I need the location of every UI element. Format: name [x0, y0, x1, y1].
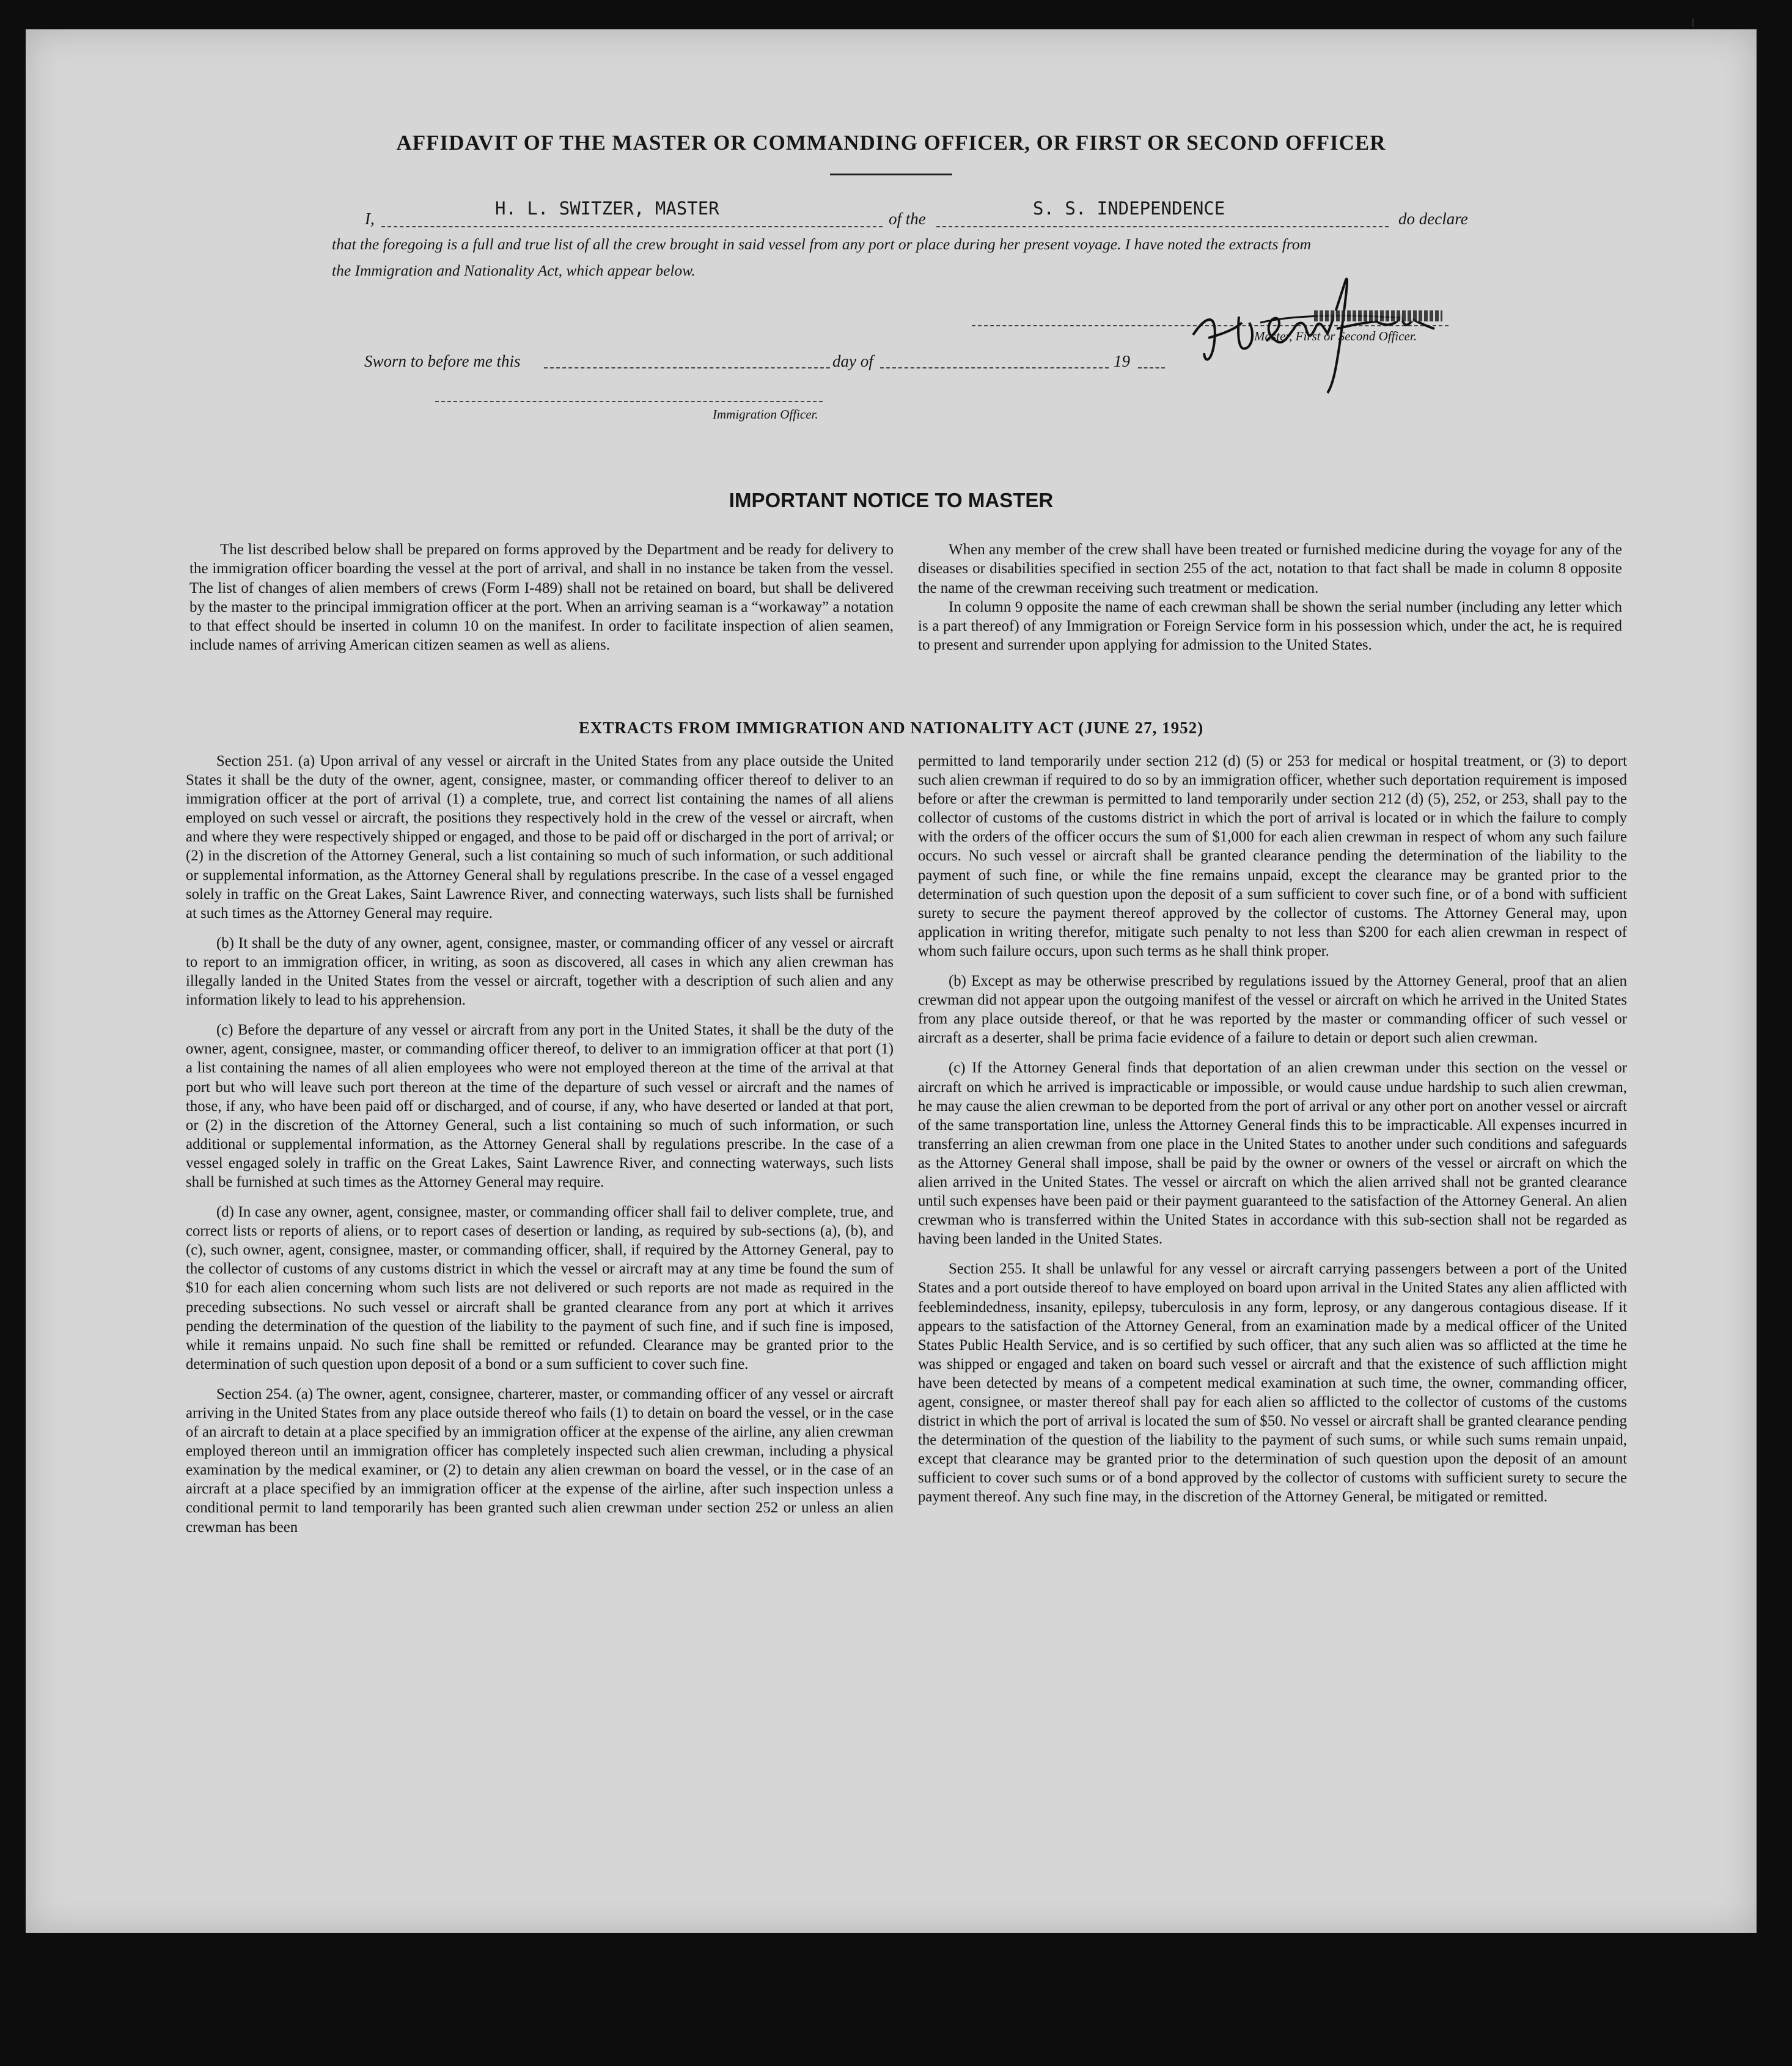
document-page [26, 29, 1757, 1933]
year-label: 19 [1114, 352, 1130, 370]
edge-mark [1692, 18, 1694, 27]
of-the-label: of the [889, 210, 926, 228]
sworn-month-line [880, 367, 1109, 368]
title-rule [830, 174, 952, 175]
signature-caption: Master, First or Second Officer. [1254, 329, 1417, 343]
section-251-c: (c) Before the departure of any vessel or aircraft from any port in the United States, it shall be the duty of the owner, agent, consignee, master, or commanding officer thereof, to deliver to an immigration officer at that port (1) a list containing the names of all alien employees who were not employed thereon at the time of the arrival at that port but who will leave such port thereon at the time of the departure of such vessel or aircraft and the names of those, if any, who have been paid off or discharged, and of course, if any, who have deserted or landed at that port, or (2) in the discretion of the Attorney General, such a list containing so much of such information, or such additional or supplemental information, as the Attorney General shall by regulations prescribe. In the case of a vessel engaged solely in traffic on the Great Lakes, Saint Lawrence River, and connecting waterways, such lists shall be furnished at such times as the Attorney General may require. [186, 1022, 894, 1190]
extracts-right-column [918, 752, 1627, 1518]
affidavit-title: AFFIDAVIT OF THE MASTER OR COMMANDING OFFICER, OR FIRST OR SECOND OFFICER [396, 131, 1386, 155]
section-251-b: (b) It shall be the duty of any owner, agent, consignee, master, or commanding officer of any vessel or aircraft to report to an immigration officer, in writing, as soon as discovered, all cases in which any alien crewman has illegally landed in the United States from the vessel or aircraft, together with a description of such alien and any information likely to lead to his apprehension. [186, 934, 894, 1009]
vessel-line [936, 226, 1389, 227]
vessel-name-field: S. S. INDEPENDENCE [1033, 198, 1225, 219]
do-declare-label: do declare [1398, 210, 1468, 228]
section-254-b: (b) Except as may be otherwise prescribed by regulations issued by the Attorney General, proof that an alien crewman did not appear upon the outgoing manifest of the vessel or aircraft on which he arrived in the United States from any place outside thereof, or that he was reported by the master or commanding officer of such vessel or aircraft as a deserter, shall be prima facie evidence of a failure to detain or deport such alien crewman. [918, 973, 1627, 1047]
name-line [381, 226, 883, 227]
notice-right-column [918, 540, 1622, 655]
sworn-day-line [544, 367, 830, 368]
immigration-officer-caption: Immigration Officer. [713, 407, 818, 422]
i-label: I, [365, 210, 375, 228]
section-255: Section 255. It shall be unlawful for any vessel or aircraft carrying passengers between a port of the United States and a port outside thereof to have employed on board upon arrival in the United States any alien afflicted with feeblemindedness, insanity, epilepsy, tuberculosis in any form, leprosy, or any dangerous contagious disease. If it appears to the satisfaction of the Attorney General, from an examination made by a medical officer of the United States Public Health Service, and is so certified by such officer, that any such alien was so afflicted at the time he was shipped or engaged and taken on board such vessel or aircraft and that the existence of such affliction might have been detected by means of a competent medical examination at such time, the owner, commanding officer, agent, consignee, or master thereof shall pay for each alien so afflicted to the collector of customs of the customs district in which the port of arrival is located the sum of $50. No vessel or aircraft shall be granted clearance pending the determination of the question of the liability to the payment of such sums, or while such sums remain unpaid, except that clearance may be granted prior to the determination of such question upon the deposit of an amount sufficient to cover such sums or of a bond approved by the collector of customs with sufficient surety to secure the payment thereof. Any such fine may, in the discretion of the Attorney General, be mitigated or remitted. [918, 1261, 1627, 1506]
section-254-c: (c) If the Attorney General finds that deportation of an alien crewman under this section on the vessel or aircraft on which he arrived is impracticable or impossible, or would cause undue hardship to such alien crewman, he may cause the alien crewman to be deported from the port of arrival or any other port on another vessel or aircraft of the same transportation line, unless the Attorney General finds this to be impracticable. All expenses incurred in transferring an alien crewman from one place in the United States to another under such conditions and safeguards as the Attorney General shall impose, shall be paid by the owner or owners of the vessel or aircraft on which the alien arrived in the United States. The vessel or aircraft on which the alien arrived shall not be granted clearance until such expenses have been paid or their payment guaranteed to the satisfaction of the Attorney General. An alien crewman who is transferred within the United States in accordance with this sub-section shall not be regarded as having been landed in the United States. [918, 1060, 1627, 1248]
declaration-line-2: the Immigration and Nationality Act, which appear below. [332, 262, 696, 279]
notice-right-paragraph-2: In column 9 opposite the name of each crewman shall be shown the serial number (including any letter which is a part thereof) of any Immigration or Foreign Service form in his possession which, under the act, he is required to present and surrender upon applying for admission to the United States. [918, 598, 1622, 654]
sworn-label: Sworn to before me this [364, 352, 521, 370]
overstrike-marks [1314, 310, 1442, 321]
day-of-label: day of [832, 352, 873, 370]
master-name-field: H. L. SWITZER, MASTER [495, 198, 719, 219]
section-254-a-continued: permitted to land temporarily under section 212 (d) (5) or 253 for medical or hospital treatment, or (3) to deport such alien crewman if required to do so by an immigration officer, whether such deportation requirement is imposed before or after the crewman is permitted to land temporarily under section 212 (d) (5), 252, or 253, shall pay to the collector of customs of the customs district in which the port of arrival is located or in which the failure to comply with the orders of the officer occurs the sum of $1,000 for each alien crewman in respect of whom any such failure occurs. No such vessel or aircraft shall be granted clearance pending the determination of the liability to the payment of such fine, or while the fine remains unpaid, except the clearance may be granted prior to the determination of such question upon the deposit of a sum sufficient to cover such fine, or of a bond with sufficient surety to secure the payment thereof approved by the collector of customs. The Attorney General may, upon application in writing therefor, mitigate such penalty to not less than $200 for each alien crewman in respect of whom such failure occurs, upon such terms as he shall think proper. [918, 753, 1627, 959]
notice-left-column [189, 540, 894, 655]
extracts-title: EXTRACTS FROM IMMIGRATION AND NATIONALITY ACT (JUNE 27, 1952) [578, 719, 1204, 737]
declaration-line-1: that the foregoing is a full and true list of all the crew brought in said vessel from any port or place during her present voyage. I have noted the extracts from [332, 235, 1312, 253]
notice-title: IMPORTANT NOTICE TO MASTER [729, 489, 1054, 511]
section-251-a: Section 251. (a) Upon arrival of any vessel or aircraft in the United States from any place outside the United States it shall be the duty of the owner, agent, consignee, master, or commanding officer thereof to deliver to an immigration officer at the port of arrival (1) a complete, true, and correct list containing the names of all aliens employed on such vessel or aircraft, the positions they respectively hold in the crew of the vessel or aircraft, when and where they were respectively shipped or engaged, and those to be paid off or discharged in the port of arrival; or (2) in the discretion of the Attorney General, such a list containing so much of such information, or such additional or supplemental information, as the Attorney General shall by regulations prescribe. In the case of a vessel engaged solely in traffic on the Great Lakes, Saint Lawrence River, and connecting waterways, such lists shall be furnished at such times as the Attorney General may require. [186, 753, 894, 921]
extracts-left-column [186, 752, 894, 1548]
notice-left-paragraph: The list described below shall be prepared on forms approved by the Department and be ready for delivery to the immigration officer boarding the vessel at the port of arrival, and shall in no instance be taken from the vessel. The list of changes of alien members of crews (Form I-489) shall not be retained on board, but shall be delivered by the master to the principal immigration officer at the port. When an arriving seaman is a “workaway” a notation to that effect should be inserted in column 10 on the manifest. In order to facilitate inspection of alien seamen, include names of arriving American citizen seamen as well as aliens. [189, 541, 894, 654]
section-251-d: (d) In case any owner, agent, consignee, master, or commanding officer shall fail to deliver complete, true, and correct lists or reports of aliens, or to report cases of desertion or landing, as required by sub-sections (a), (b), and (c), such owner, agent, consignee, master, or commanding officer, shall, if required by the Attorney General, pay to the collector of customs of any customs district in which the vessel or aircraft may at any time be found the sum of $10 for each alien concerning whom such lists are not delivered or such reports are not made as required in the preceding subsections. No such vessel or aircraft shall be granted clearance from any port at which it arrives pending the determination of the question of the liability to the payment of such fine, and if such fine is imposed, while it remains unpaid. No such fine shall be remitted or refunded. Clearance may be granted prior to the determination of such question upon deposit of a bond or a sum sufficient to cover such fine. [186, 1204, 894, 1372]
notice-right-paragraph-1: When any member of the crew shall have been treated or furnished medicine during the voyage for any of the diseases or disabilities specified in section 255 of the act, notation to that fact shall be made in column 8 opposite the name of the crewman receiving such treatment or medication. [918, 541, 1622, 596]
immigration-officer-line [435, 401, 823, 402]
year-line [1138, 367, 1165, 368]
section-254-a: Section 254. (a) The owner, agent, consignee, charterer, master, or commanding officer of any vessel or aircraft arriving in the United States from any place outside thereof who fails (1) to detain on board the vessel, or in the case of an aircraft to detain at a place specified by an immigration officer at the expense of the airline, any alien crewman employed thereon until an immigration officer has completely inspected such alien crewman, including a physical examination by the medical examiner, or (2) to detain any alien crewman on board the vessel, or in the case of an aircraft at a place specified by an immigration officer at the expense of the airline, after such inspection unless a conditional permit to land temporarily has been granted such alien crewman under section 252 or unless an alien crewman has been [186, 1385, 894, 1536]
